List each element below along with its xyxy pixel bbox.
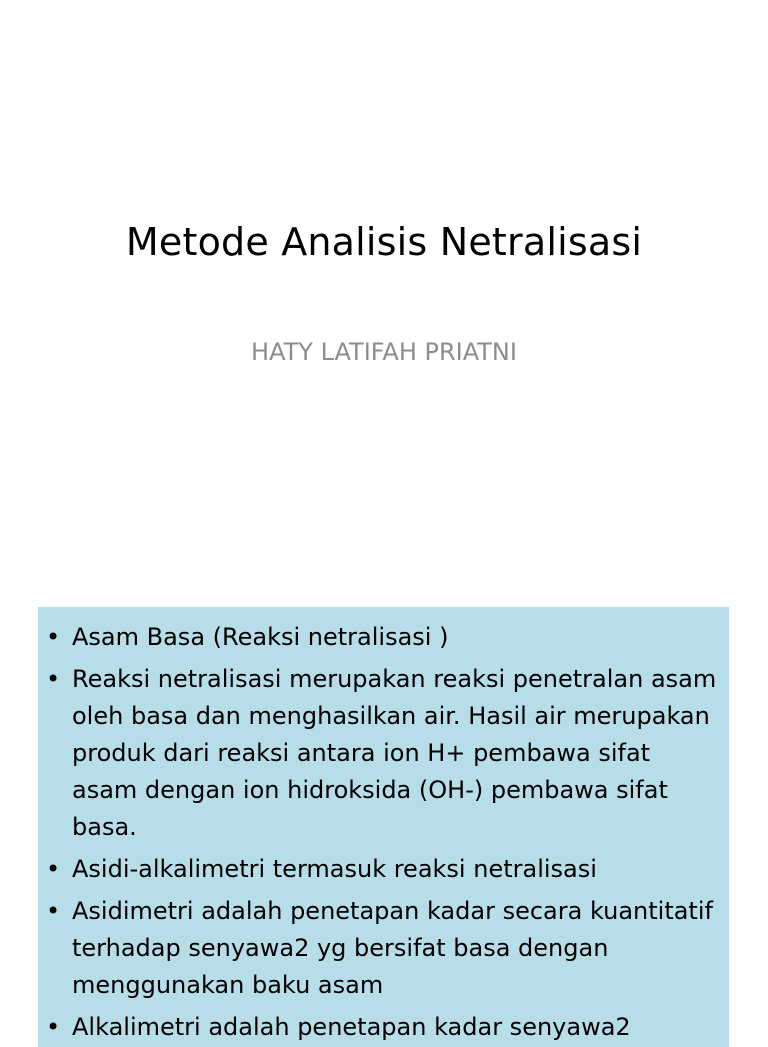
bullet-text: Reaksi netralisasi merupakan reaksi penetralan asam oleh basa dan menghasilkan air. Hasil air merupakan produk dari reaksi antara ion H+ pembawa sifat asam dengan ion hidroksida (OH-) pembawa sifat basa. xyxy=(72,665,717,841)
bullet-icon: • xyxy=(46,665,61,693)
bullet-item xyxy=(46,619,717,656)
bullet-text: Alkalimetri adalah penetapan kadar senyawa2 xyxy=(72,1013,631,1041)
bullet-item xyxy=(46,661,717,846)
bullet-text: Asam Basa (Reaksi netralisasi ) xyxy=(72,623,449,651)
content-box xyxy=(38,607,729,1047)
bullet-icon: • xyxy=(46,623,61,651)
bullet-item xyxy=(46,893,717,1004)
slide-subtitle: HATY LATIFAH PRIATNI xyxy=(251,338,517,366)
bullet-item xyxy=(46,1009,717,1046)
slide-title: Metode Analisis Netralisasi xyxy=(125,220,643,264)
bullet-icon: • xyxy=(46,1013,61,1041)
bullet-text: Asidimetri adalah penetapan kadar secara kuantitatif terhadap senyawa2 yg bersifat basa dengan menggunakan baku asam xyxy=(72,897,713,999)
bullet-item xyxy=(46,851,717,888)
bullet-icon: • xyxy=(46,897,61,925)
bullet-icon: • xyxy=(46,855,61,883)
bullet-list xyxy=(38,607,729,1046)
bullet-text: Asidi-alkalimetri termasuk reaksi netralisasi xyxy=(72,855,597,883)
